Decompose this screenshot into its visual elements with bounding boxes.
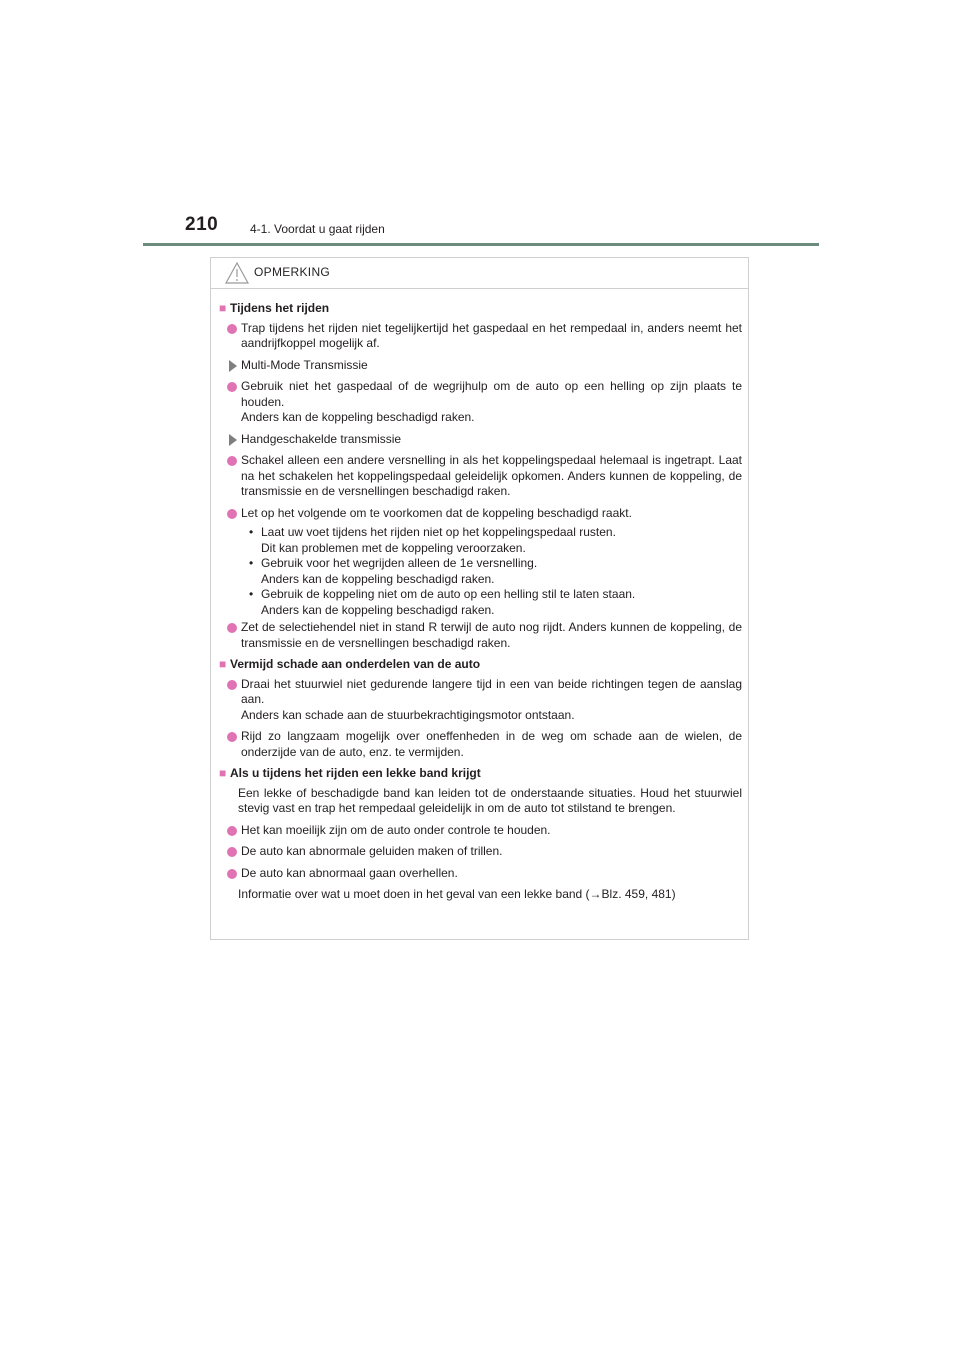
- notice-header: [211, 258, 748, 289]
- section-heading: ■ Tijdens het rijden: [219, 301, 330, 315]
- bullet-item: Draai het stuurwiel niet gedurende langere tijd in een van beide richtingen tegen de aanslag aan. Anders kan schade aan de stuurbekrachtigingsmotor ontstaan.: [227, 677, 742, 724]
- arrow-item: Handgeschakelde transmissie: [229, 432, 742, 448]
- bullet-item: Gebruik niet het gaspedaal of de wegrijhulp om de auto op een helling op zijn plaats te houden. Anders kan de koppeling beschadigd raken.: [227, 379, 742, 426]
- square-bullet-icon: ■: [219, 301, 227, 315]
- bullet-item: Schakel alleen een andere versnelling in als het koppelingspedaal helemaal is ingetrapt. Laat na het schakelen het koppelingspedaal geleidelijk opkomen. Anders kunnen de koppeling, de transmissie en de versnellingen beschadigd raken.: [227, 453, 742, 500]
- arrow-item: Multi-Mode Transmissie: [229, 358, 742, 374]
- round-bullet-icon: [227, 324, 237, 334]
- section-title: 4-1. Voordat u gaat rijden: [250, 222, 385, 236]
- sub-list-item: • Gebruik de koppeling niet om de auto op een helling stil te laten staan. Anders kan de koppeling beschadigd raken.: [249, 587, 636, 617]
- bullet-item: Het kan moeilijk zijn om de auto onder controle te houden.: [227, 823, 742, 839]
- round-bullet-icon: [227, 680, 237, 690]
- section-heading: ■ Vermijd schade aan onderdelen van de auto: [219, 657, 481, 671]
- notice-body: [211, 289, 748, 903]
- arrow-right-icon: [229, 360, 237, 372]
- round-bullet-icon: [227, 847, 237, 857]
- round-bullet-icon: [227, 869, 237, 879]
- round-bullet-icon: [227, 509, 237, 519]
- bullet-item: Rijd zo langzaam mogelijk over oneffenheden in de weg om schade aan de wielen, de onderzijde van de auto, enz. te vermijden.: [227, 729, 742, 760]
- bullet-item: De auto kan abnormale geluiden maken of trillen.: [227, 844, 742, 860]
- page-reference: Informatie over wat u moet doen in het geval van een lekke band (→Blz. 459, 481): [238, 887, 676, 901]
- notice-box: [210, 257, 749, 940]
- round-bullet-icon: [227, 826, 237, 836]
- page-header: [0, 0, 960, 250]
- bullet-item: Zet de selectiehendel niet in stand R terwijl de auto nog rijdt. Anders kunnen de koppeling, de transmissie en de versnellingen beschadigd raken.: [227, 620, 742, 651]
- sub-list: [249, 525, 742, 618]
- header-divider: [143, 243, 819, 246]
- sub-list-item: • Gebruik voor het wegrijden alleen de 1e versnelling. Anders kan de koppeling beschadigd raken.: [249, 556, 538, 586]
- warning-triangle-icon: [225, 262, 249, 284]
- round-bullet-icon: [227, 382, 237, 392]
- section-heading: ■ Als u tijdens het rijden een lekke band krijgt: [219, 766, 481, 780]
- square-bullet-icon: ■: [219, 766, 227, 780]
- round-bullet-icon: [227, 456, 237, 466]
- round-bullet-icon: [227, 623, 237, 633]
- round-bullet-icon: [227, 732, 237, 742]
- bullet-item: De auto kan abnormaal gaan overhellen.: [227, 866, 742, 882]
- bullet-item: Trap tijdens het rijden niet tegelijkertijd het gaspedaal en het rempedaal in, anders neemt het aandrijfkoppel mogelijk af.: [227, 321, 742, 352]
- paragraph: Een lekke of beschadigde band kan leiden tot de onderstaande situaties. Houd het stuurwiel stevig vast en trap het rempedaal geleidelijk in om de auto tot stilstand te brengen.: [238, 785, 742, 815]
- sub-list-item: • Laat uw voet tijdens het rijden niet op het koppelingspedaal rusten. Dit kan problemen met de koppeling veroorzaken.: [249, 525, 616, 555]
- page-number: 210: [185, 214, 219, 235]
- square-bullet-icon: ■: [219, 657, 227, 671]
- bullet-item: Let op het volgende om te voorkomen dat de koppeling beschadigd raakt.: [227, 506, 742, 522]
- notice-title: OPMERKING: [254, 265, 331, 279]
- arrow-right-icon: [229, 434, 237, 446]
